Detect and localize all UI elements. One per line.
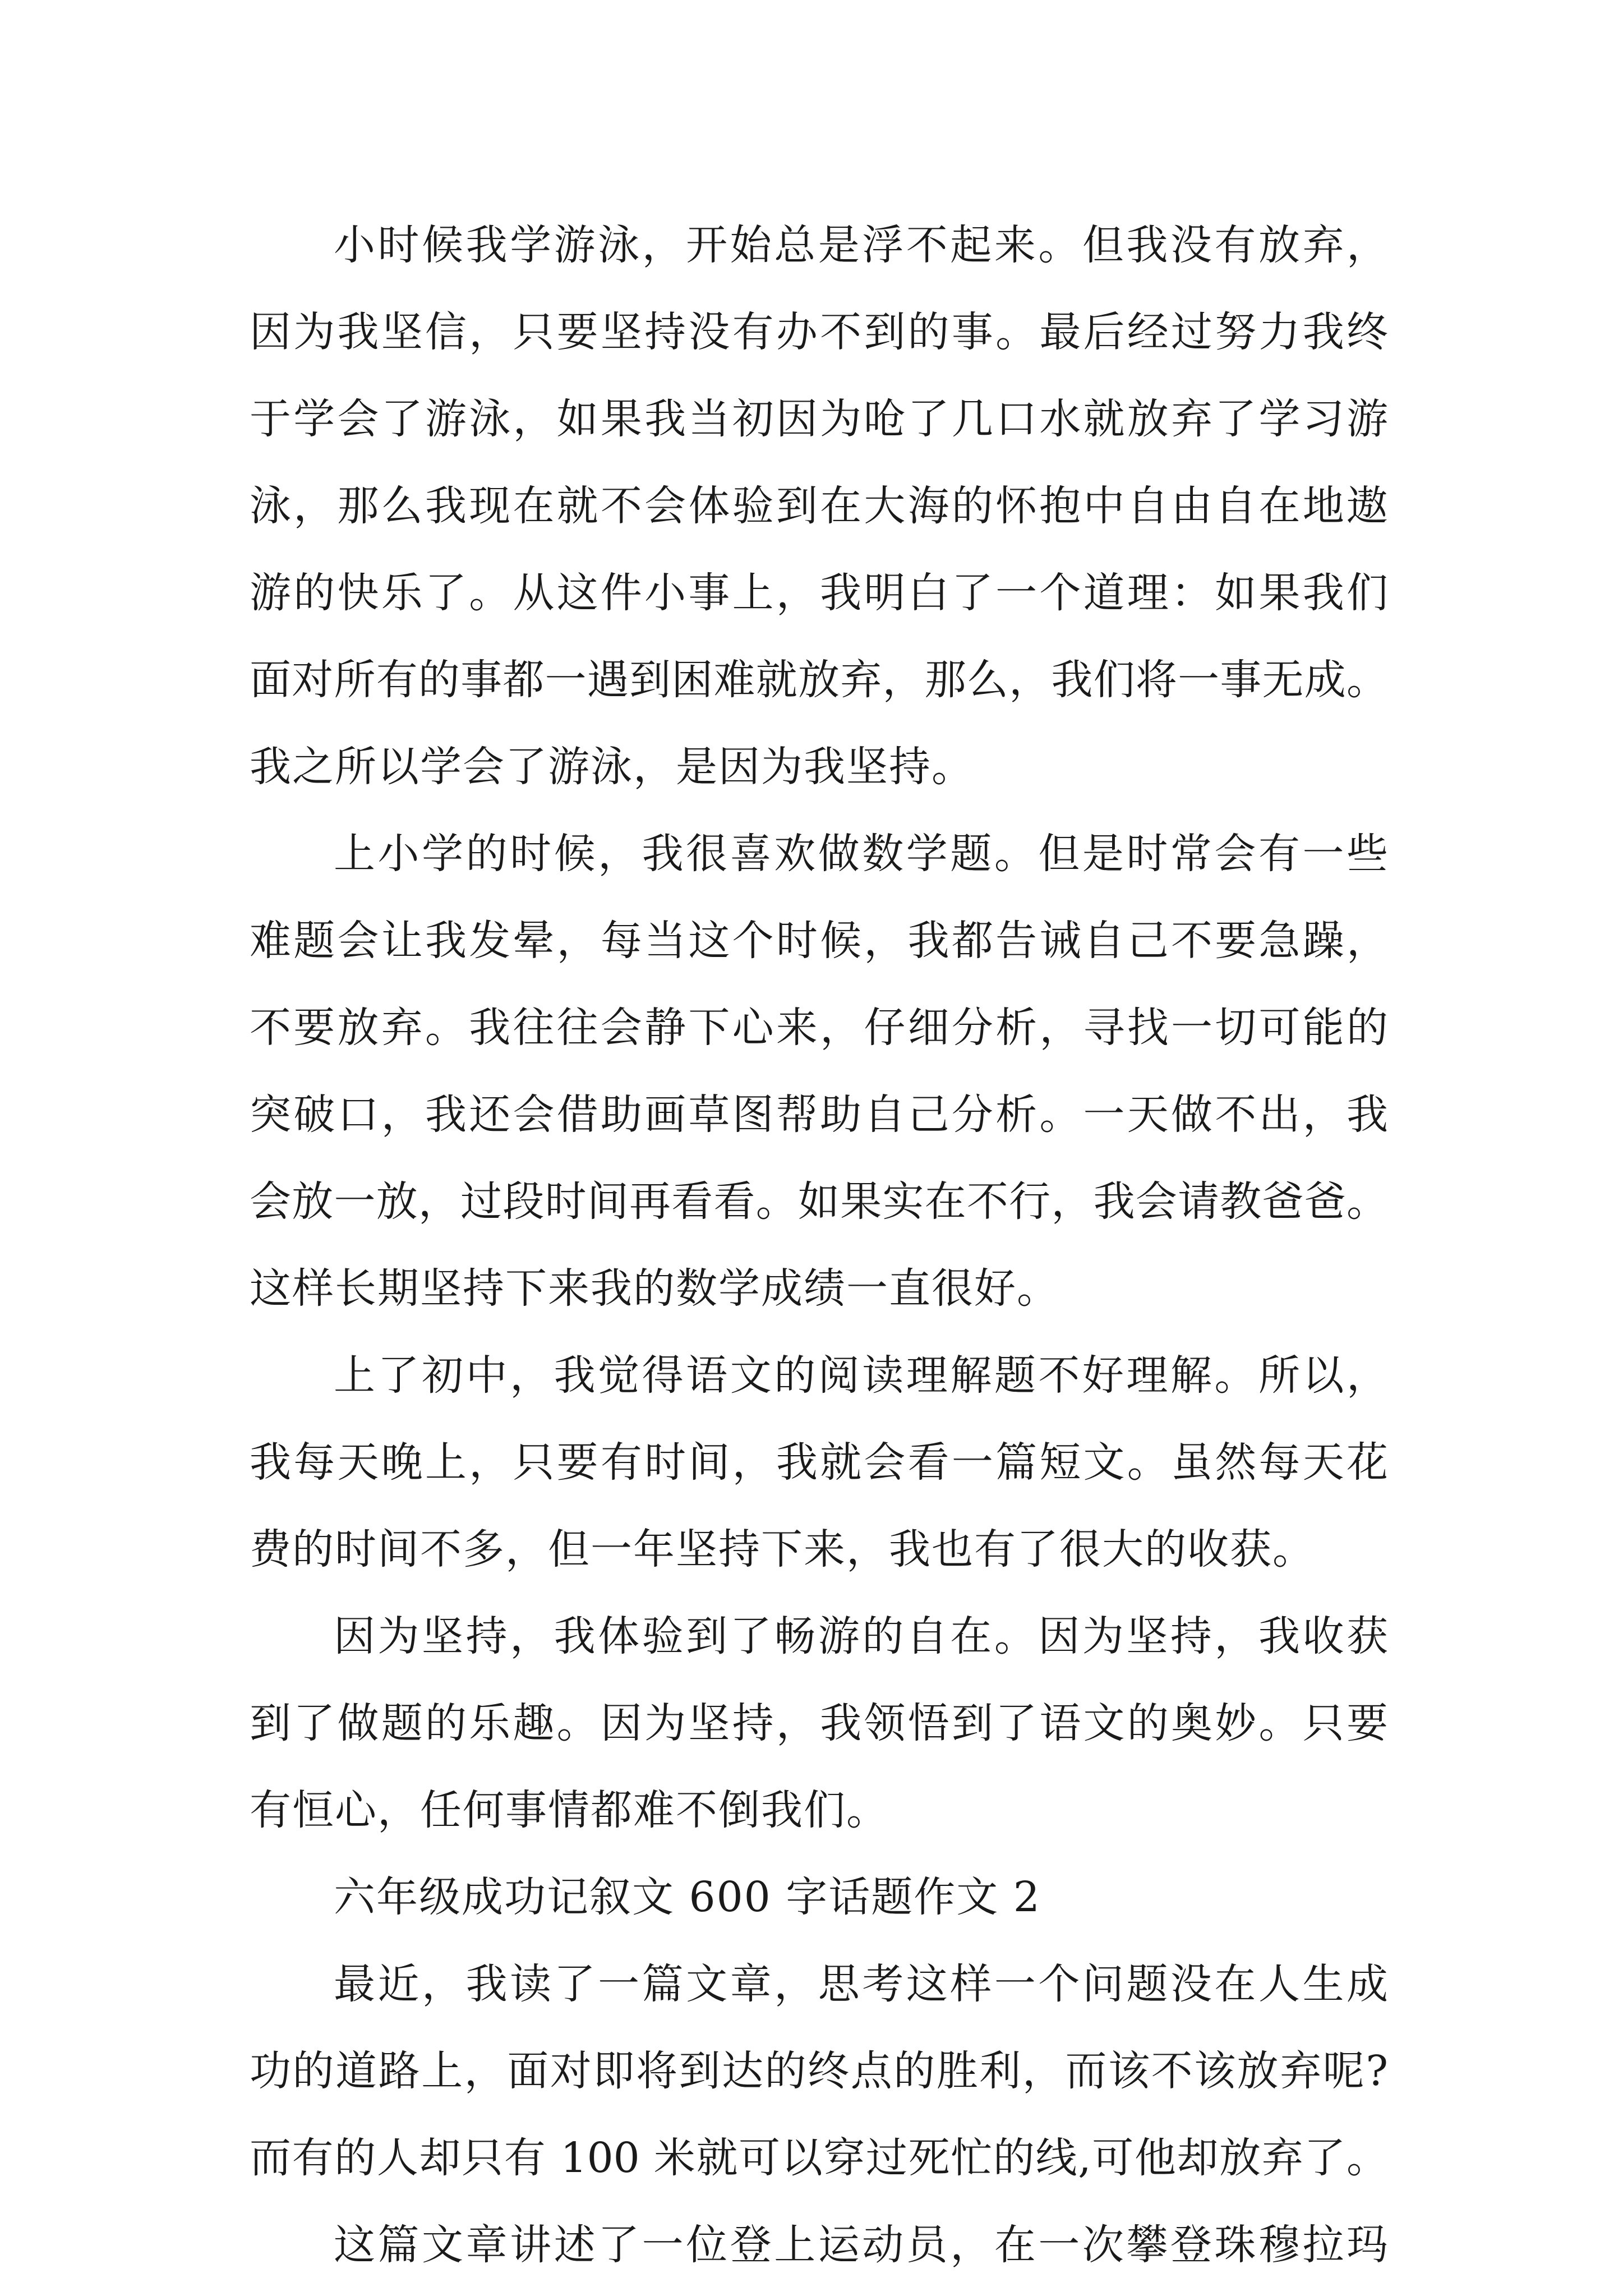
text-line: 费的时间不多，但一年坚持下来，我也有了很大的收获。: [250, 1525, 1315, 1573]
text-line: 有恒心，任何事情都难不倒我们。: [250, 1786, 889, 1834]
paragraph-story: [250, 2202, 1388, 2289]
text-line: 于学会了游泳，如果我当初因为呛了几口水就放弃了学习游: [250, 395, 1388, 443]
document-body: [250, 202, 1388, 2289]
text-line: 突破口，我还会借助画草图帮助自己分析。一天做不出，我: [250, 1091, 1388, 1139]
text-line: 而有的人却只有 100 米就可以穿过死忙的线,可他却放弃了。: [250, 2134, 1388, 2182]
text-line: 到了做题的乐趣。因为坚持，我领悟到了语文的奥妙。只要: [250, 1699, 1388, 1747]
text-line: 功的道路上，面对即将到达的终点的胜利，而该不该放弃呢?: [250, 2047, 1388, 2095]
text-line: 不要放弃。我往往会静下心来，仔细分析，寻找一切可能的: [250, 1004, 1388, 1052]
text-line: 这样长期坚持下来我的数学成绩一直很好。: [250, 1264, 1059, 1313]
section-heading: [250, 1854, 1388, 1941]
heading-text: 六年级成功记叙文 600 字话题作文 2: [334, 1873, 1041, 1921]
text-line: 因为我坚信，只要坚持没有办不到的事。最后经过努力我终: [250, 308, 1388, 356]
text-line: 面对所有的事都一遇到困难就放弃，那么，我们将一事无成。: [250, 656, 1388, 704]
text-line: 我每天晚上，只要有时间，我就会看一篇短文。虽然每天花: [250, 1438, 1388, 1487]
paragraph-chinese: [250, 1332, 1388, 1593]
text-line: 上了初中，我觉得语文的阅读理解题不好理解。所以，: [334, 1351, 1388, 1400]
paragraph-article: [250, 1941, 1388, 2202]
text-line: 因为坚持，我体验到了畅游的自在。因为坚持，我收获: [334, 1612, 1388, 1660]
text-line: 这篇文章讲述了一位登上运动员，在一次攀登珠穆拉玛: [334, 2221, 1388, 2269]
paragraph-conclusion: [250, 1593, 1388, 1854]
text-line: 我之所以学会了游泳，是因为我坚持。: [250, 743, 974, 791]
text-line: 会放一放，过段时间再看看。如果实在不行，我会请教爸爸。: [250, 1177, 1388, 1226]
text-line: 最近，我读了一篇文章，思考这样一个问题没在人生成: [334, 1960, 1388, 2008]
text-line: 小时候我学游泳，开始总是浮不起来。但我没有放弃，: [334, 221, 1388, 269]
text-line: 游的快乐了。从这件小事上，我明白了一个道理：如果我们: [250, 569, 1388, 617]
paragraph-swimming: [250, 202, 1388, 811]
text-line: 泳，那么我现在就不会体验到在大海的怀抱中自由自在地遨: [250, 482, 1388, 530]
text-line: 难题会让我发晕，每当这个时候，我都告诫自己不要急躁，: [250, 917, 1388, 965]
paragraph-math: [250, 811, 1388, 1332]
text-line: 上小学的时候，我很喜欢做数学题。但是时常会有一些: [334, 830, 1388, 878]
